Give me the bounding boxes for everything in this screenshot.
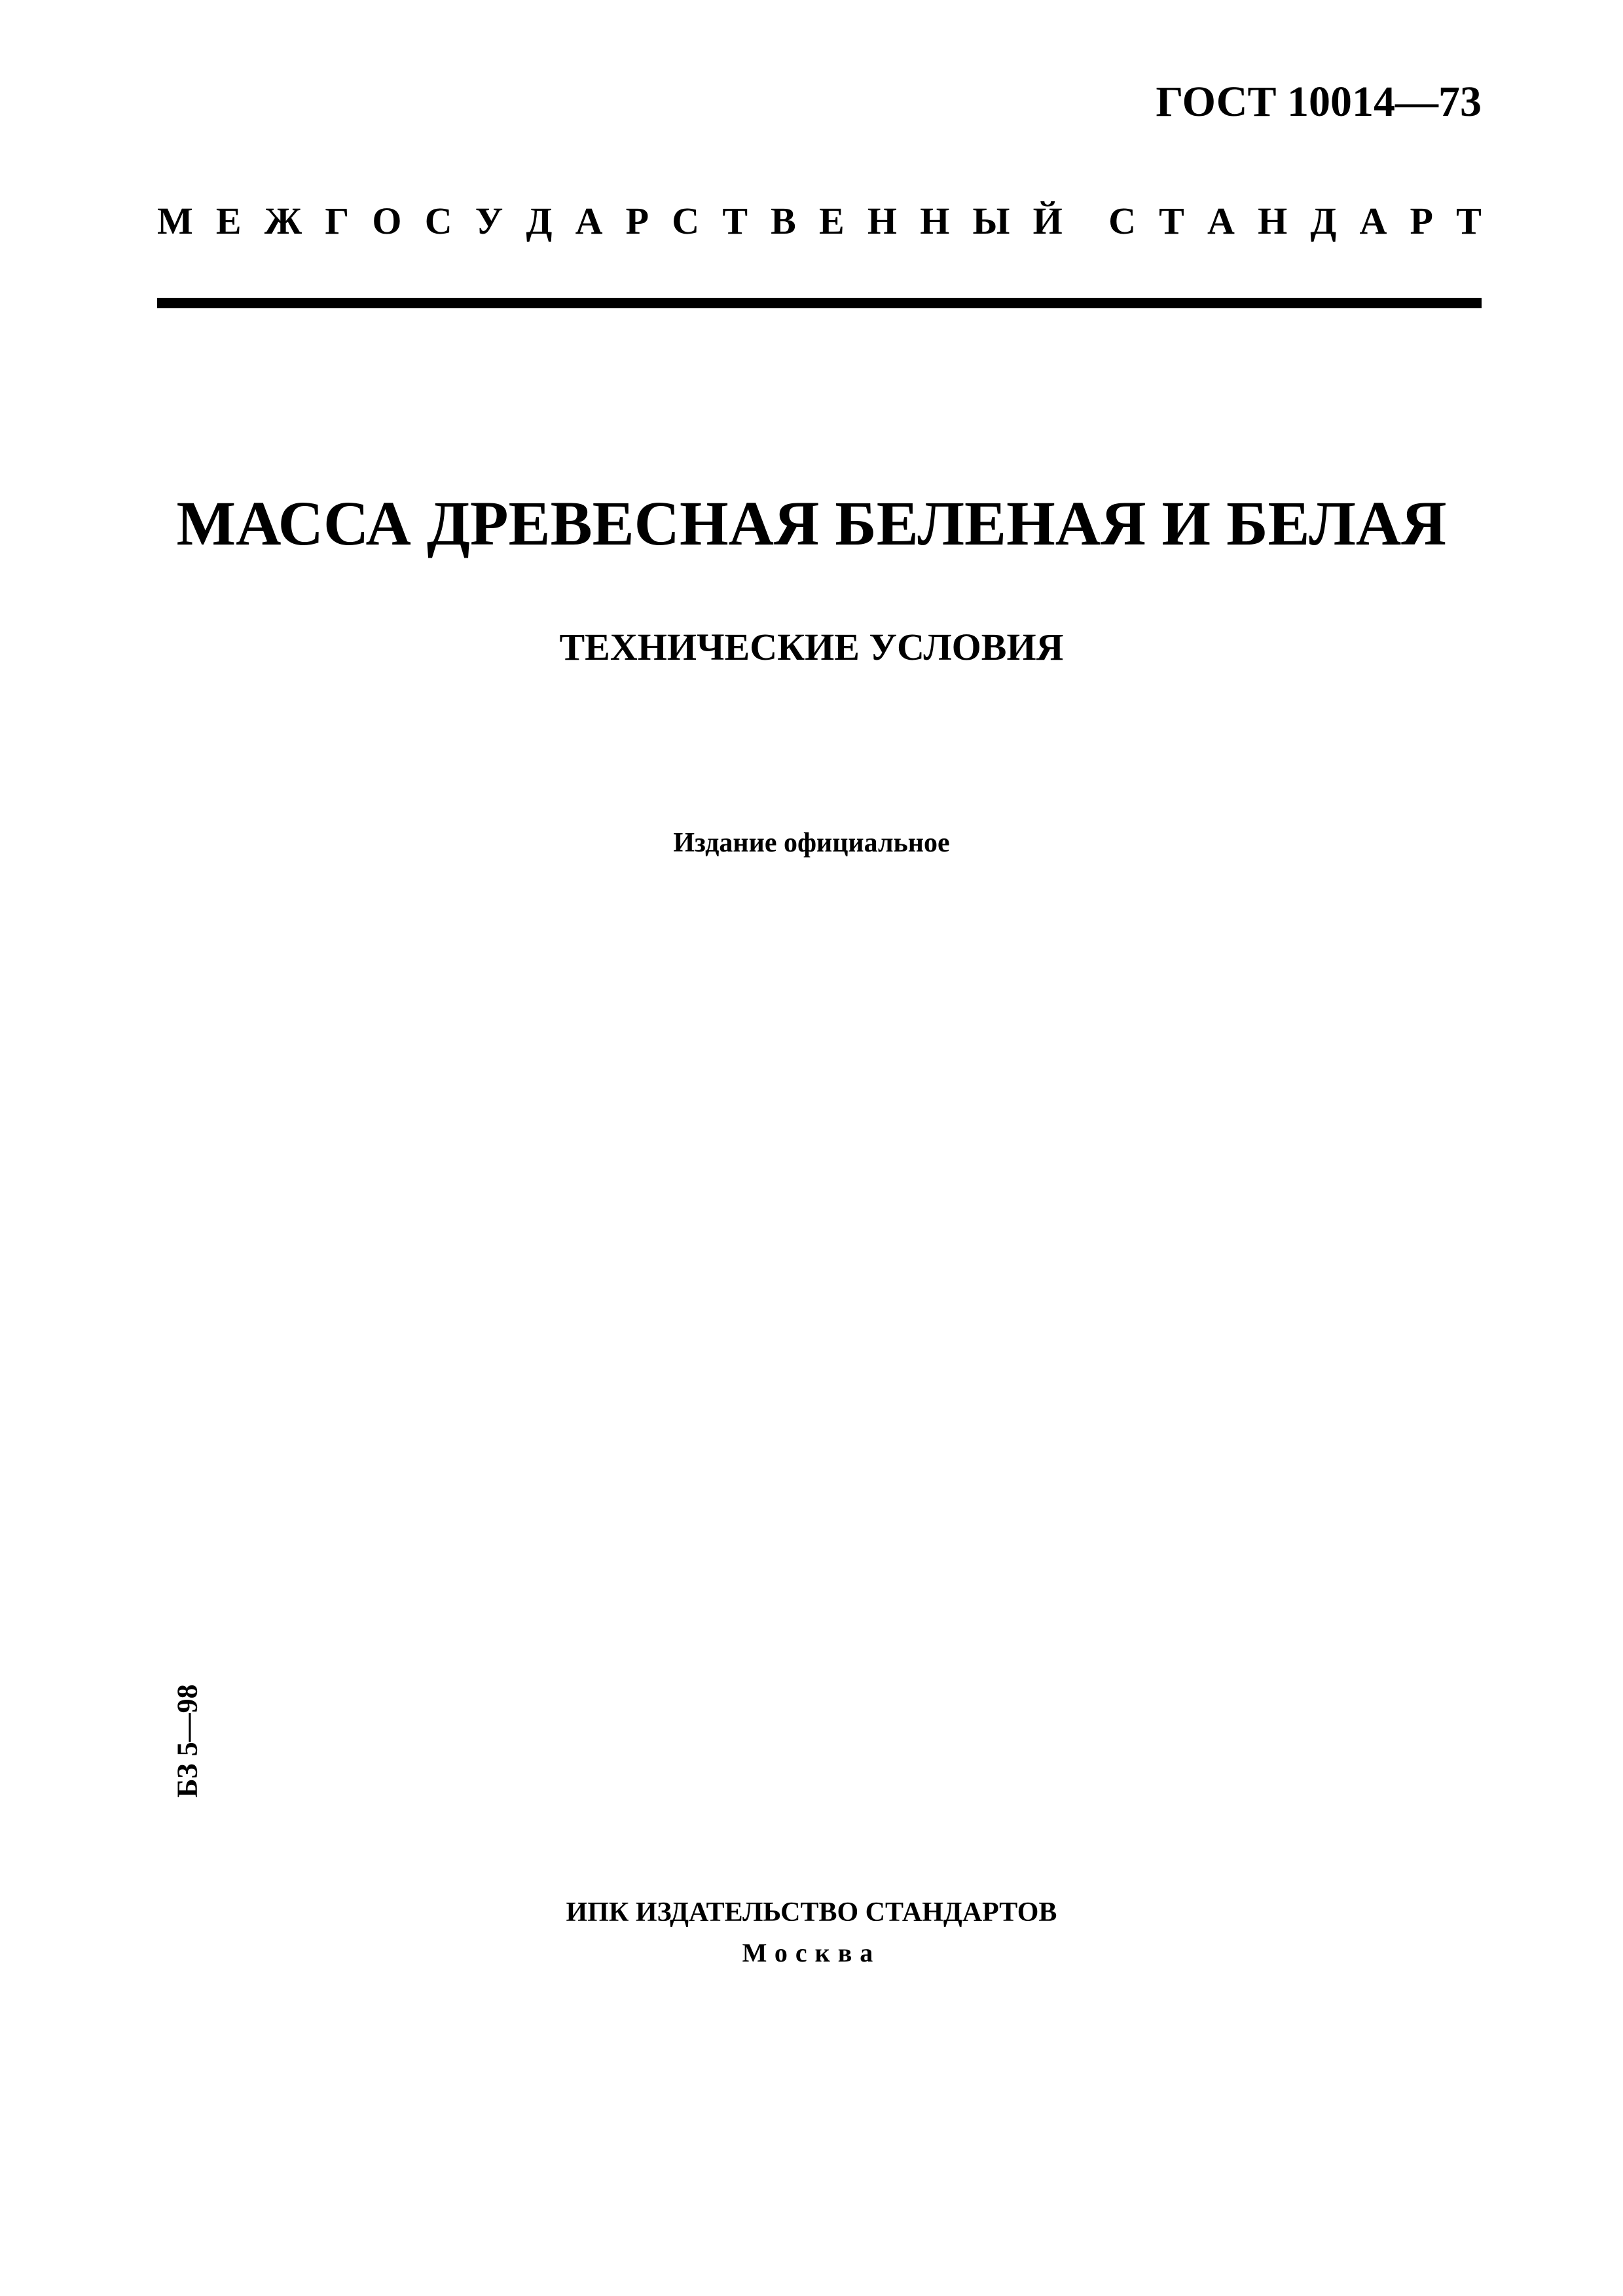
side-margin-code: БЗ 5—98: [171, 1684, 204, 1798]
document-title: МАССА ДРЕВЕСНАЯ БЕЛЕНАЯ И БЕЛАЯ: [176, 488, 1447, 558]
standard-category: М Е Ж Г О С У Д А Р С Т В Е Н Н Ы Й С Т А Н Д А Р Т: [157, 200, 1482, 242]
header-divider: [157, 298, 1482, 308]
publisher-city: Москва: [742, 1938, 881, 1967]
document-subtitle: ТЕХНИЧЕСКИЕ УСЛОВИЯ: [559, 626, 1064, 668]
edition-note: Издание официальное: [673, 828, 950, 858]
document-code: ГОСТ 10014—73: [1156, 78, 1482, 126]
publisher-name: ИПК ИЗДАТЕЛЬСТВО СТАНДАРТОВ: [566, 1897, 1057, 1928]
